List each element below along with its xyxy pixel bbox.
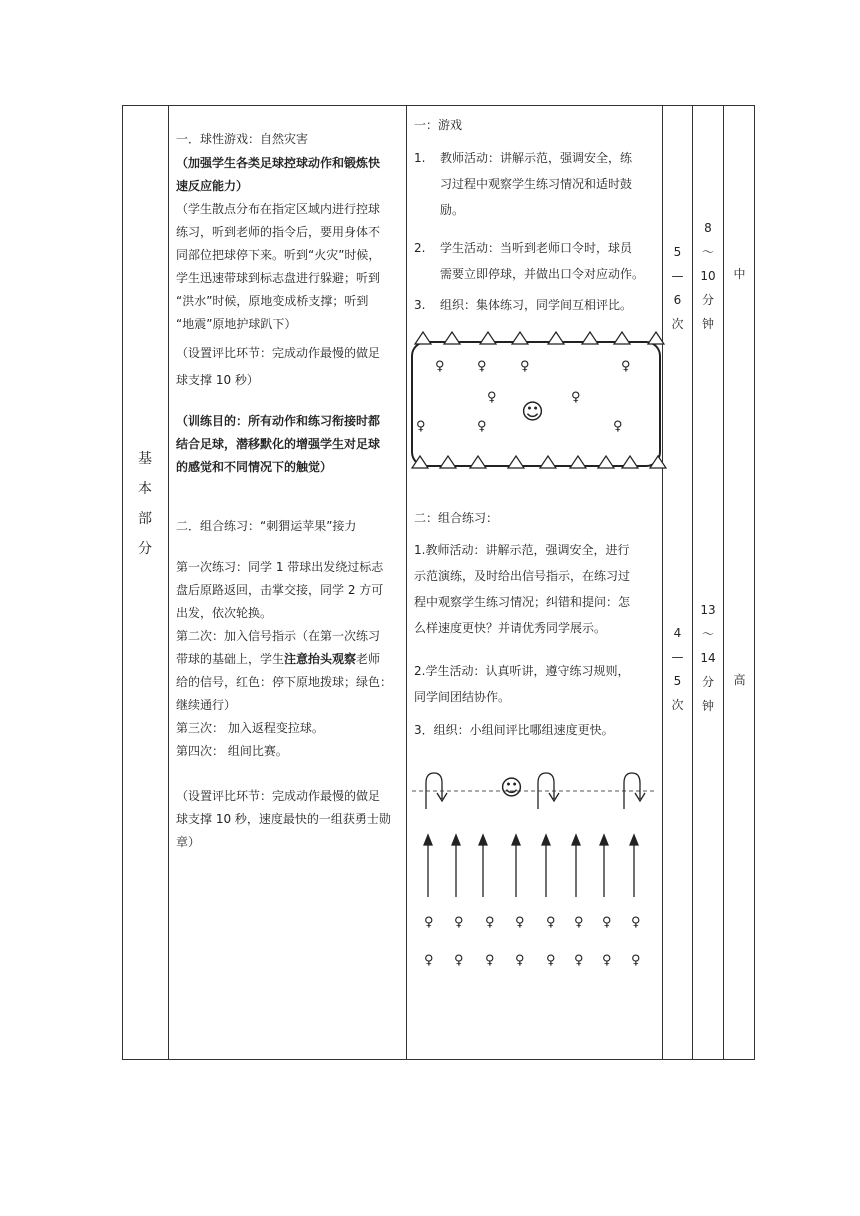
student-symbol: ♀ bbox=[487, 390, 497, 405]
student-symbol: ♀ bbox=[424, 915, 434, 930]
count-row-2: 4 — 5 次 bbox=[671, 626, 684, 712]
teacher-symbol: ☺ bbox=[500, 776, 523, 801]
student-symbol: ♀ bbox=[424, 953, 434, 968]
org-teacher-activity-2: 1.教师活动：讲解示范，强调安全，进行 示范演练，及时给出信号指示，在练习过 程中观察学生练习情况；纠错和提问：怎 么样速度更快？并请优秀同学展示。 bbox=[414, 543, 631, 635]
student-symbol: ♀ bbox=[631, 953, 641, 968]
student-symbol: ♀ bbox=[602, 953, 612, 968]
duration-row-1: 8 ～ 10 分 钟 bbox=[700, 221, 716, 331]
org-student-activity-1: 2. 学生活动：当听到老师口令时，球员 需要立即停球，并做出口令对应动作。 bbox=[414, 241, 645, 281]
student-symbol: ♀ bbox=[416, 419, 426, 434]
student-symbol: ♀ bbox=[520, 359, 530, 374]
org-combo-heading: 二：组合练习： bbox=[414, 511, 499, 525]
student-symbol: ♀ bbox=[574, 915, 584, 930]
combo-third: 第三次： 加入返程变拉球。 bbox=[176, 721, 324, 735]
student-symbol: ♀ bbox=[515, 953, 525, 968]
combo-first: 第一次练习：同学 1 带球出发绕过标志 盘后原路返回，击掌交接，同学 2 方可 出发，依次轮换。 bbox=[176, 560, 384, 620]
student-symbol: ♀ bbox=[454, 953, 464, 968]
student-symbol: ♀ bbox=[515, 915, 525, 930]
combo-fourth: 第四次： 组间比赛。 bbox=[176, 744, 288, 758]
game-field-diagram bbox=[406, 328, 668, 474]
student-symbol: ♀ bbox=[574, 953, 584, 968]
game-description: （学生散点分布在指定区域内进行控球 练习，听到老师的指令后，要用身体不 同部位把球停下来。听到“火灾”时候， 学生迅速带球到标志盘进行躲避；听到 “洪水”时候，原地变成桥支撑；听到 “地震”原地护球趴下） bbox=[176, 202, 381, 331]
relay-students bbox=[424, 915, 641, 968]
student-symbol: ♀ bbox=[631, 915, 641, 930]
combo-title: 二．组合练习：“刺猬运苹果”接力 bbox=[176, 519, 357, 533]
col-divider-1 bbox=[168, 105, 169, 1059]
org-organization-1: 3. 组织：集体练习，同学间互相评比。 bbox=[414, 298, 633, 312]
org-organization-2: 3．组织：小组间评比哪组速度更快。 bbox=[414, 723, 614, 737]
student-symbol: ♀ bbox=[602, 915, 612, 930]
intensity-row-1: 中 bbox=[733, 267, 746, 281]
student-symbol: ♀ bbox=[613, 419, 623, 434]
count-row-1: 5 — 6 次 bbox=[671, 245, 684, 331]
direction-arrows bbox=[424, 835, 638, 897]
org-student-activity-2: 2.学生活动：认真听讲，遵守练习规则， 同学间团结协作。 bbox=[414, 664, 630, 704]
relay-diagram bbox=[406, 765, 662, 975]
student-symbol: ♀ bbox=[477, 359, 487, 374]
student-symbol: ♀ bbox=[435, 359, 445, 374]
game-title: 一．球性游戏：自然灾害 bbox=[176, 132, 309, 146]
org-game-heading: 一：游戏 bbox=[414, 118, 463, 132]
student-symbol: ♀ bbox=[454, 915, 464, 930]
training-goal: （训练目的：所有动作和练习衔接时都 结合足球，潜移默化的增强学生对足球 的感觉和不同情况下的触觉） bbox=[176, 414, 381, 474]
teacher-symbol: ☺ bbox=[521, 400, 544, 425]
student-symbol: ♀ bbox=[546, 915, 556, 930]
game-evaluation: （设置评比环节：完成动作最慢的做足 球支撑 10 秒） bbox=[176, 346, 381, 387]
section-label: 基 本 部 分 bbox=[138, 451, 152, 557]
duration-row-2: 13 ～ 14 分 钟 bbox=[700, 603, 716, 713]
student-symbol: ♀ bbox=[485, 953, 495, 968]
org-teacher-activity-1: 1. 教师活动：讲解示范，强调安全，练 习过程中观察学生练习情况和适时鼓 励。 bbox=[414, 151, 633, 217]
student-symbol: ♀ bbox=[621, 359, 631, 374]
content-column bbox=[176, 128, 404, 854]
intensity-row-2: 高 bbox=[733, 673, 746, 687]
marker-loops bbox=[426, 773, 645, 809]
student-symbol: ♀ bbox=[485, 915, 495, 930]
student-symbol: ♀ bbox=[477, 419, 487, 434]
col-divider-5 bbox=[723, 105, 724, 1059]
student-symbol: ♀ bbox=[546, 953, 556, 968]
combo-evaluation: （设置评比环节：完成动作最慢的做足 球支撑 10 秒，速度最快的一组获勇士勋 章） bbox=[176, 789, 391, 849]
combo-second: 第二次：加入信号指示（在第一次练习 带球的基础上，学生注意抬头观察老师 给的信号，红色：停下原地拨球；绿色： 继续通行） bbox=[176, 629, 393, 712]
game-goal: （加强学生各类足球控球动作和锻炼快 速反应能力） bbox=[176, 156, 381, 193]
student-symbol: ♀ bbox=[571, 390, 581, 405]
